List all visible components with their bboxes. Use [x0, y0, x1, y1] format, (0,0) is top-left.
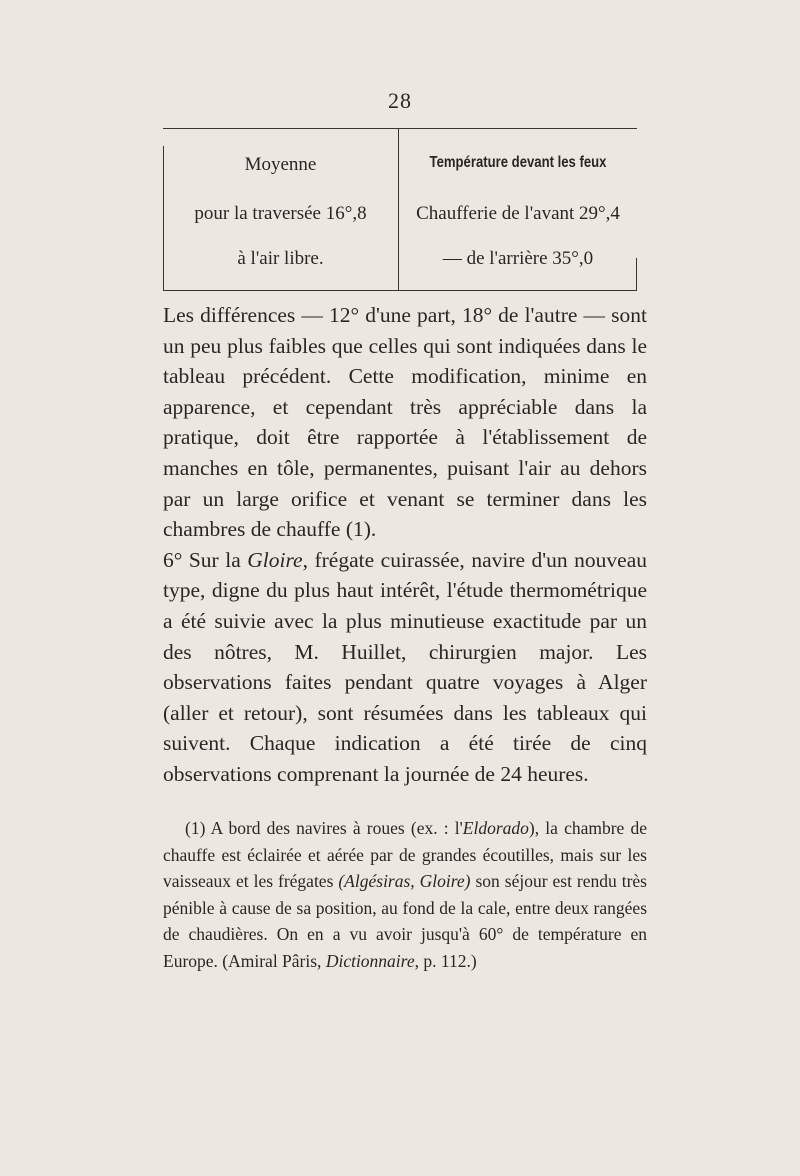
footnote-text	[163, 815, 647, 974]
footnote	[163, 815, 647, 974]
footnote-part-7: , p. 112.)	[414, 950, 477, 971]
paragraph-gloire-prefix: 6° Sur la	[163, 547, 248, 572]
body-text	[163, 300, 647, 790]
footnote-ships-algesiras-gloire: (Algésiras, Gloire)	[338, 871, 471, 891]
footnote-part-5: son séjour est rendu très pénible à cause de sa position, au fond de la cale, entre deux rangées de chaudières. On en a vu avoir jusqu'à 60° de température en Europe. (Amiral Pâris,	[163, 871, 647, 971]
table-cell-moyenne: Moyenne	[244, 154, 317, 175]
footnote-part-3: ), la chambre de chauffe est éclairée et aérée par de grandes écoutilles, mais sur les vaisseaux et les frégates	[163, 818, 648, 891]
page-number: 28	[388, 88, 412, 113]
table-cell-arriere: — de l'arrière 35°,0	[442, 248, 594, 269]
table-top-rule	[163, 128, 637, 129]
paragraph-gloire	[163, 545, 647, 790]
footnote-dictionnaire: Dictionnaire	[325, 950, 415, 971]
ship-name-gloire: Gloire	[247, 547, 303, 572]
temperature-table	[163, 128, 637, 291]
table-cell-traversee: pour la traversée 16°,8	[194, 203, 367, 224]
table-cell-avant: Chaufferie de l'avant 29°,4	[416, 203, 620, 224]
footnote-ship-eldorado: Eldorado	[462, 818, 529, 838]
table-cell-air-libre: à l'air libre.	[237, 248, 324, 269]
paragraph-differences: Les différences — 12° d'une part, 18° de l'autre — sont un peu plus faibles que celles qui sont indiquées dans le tableau précédent. Cette modification, minime en apparence, et cependant très appréciable dans la pratique, doit être rapportée à l'établissement de manches en tôle, permanentes, puisant l'air au dehors par un large orifice et venant se terminer dans les chambres de chauffe (1).	[163, 303, 647, 542]
table-bottom-rule	[163, 290, 637, 291]
paragraph-gloire-rest: , frégate cuirassée, navire d'un nouveau type, digne du plus haut intérêt, l'étude thermométrique a été suivie avec la plus minutieuse exactitude par un des nôtres, M. Huillet, chirurgien major. Les observations faites pendant quatre voyages à Alger (aller et retour), sont résumées dans les tableaux qui suivent. Chaque indication a été tirée de cinq observations comprenant la journée de 24 heures.	[163, 547, 647, 786]
table-header-temperature: Température devant les feux	[429, 154, 607, 171]
footnote-part-1: (1) A bord des navires à roues (ex. : l'	[185, 818, 463, 838]
